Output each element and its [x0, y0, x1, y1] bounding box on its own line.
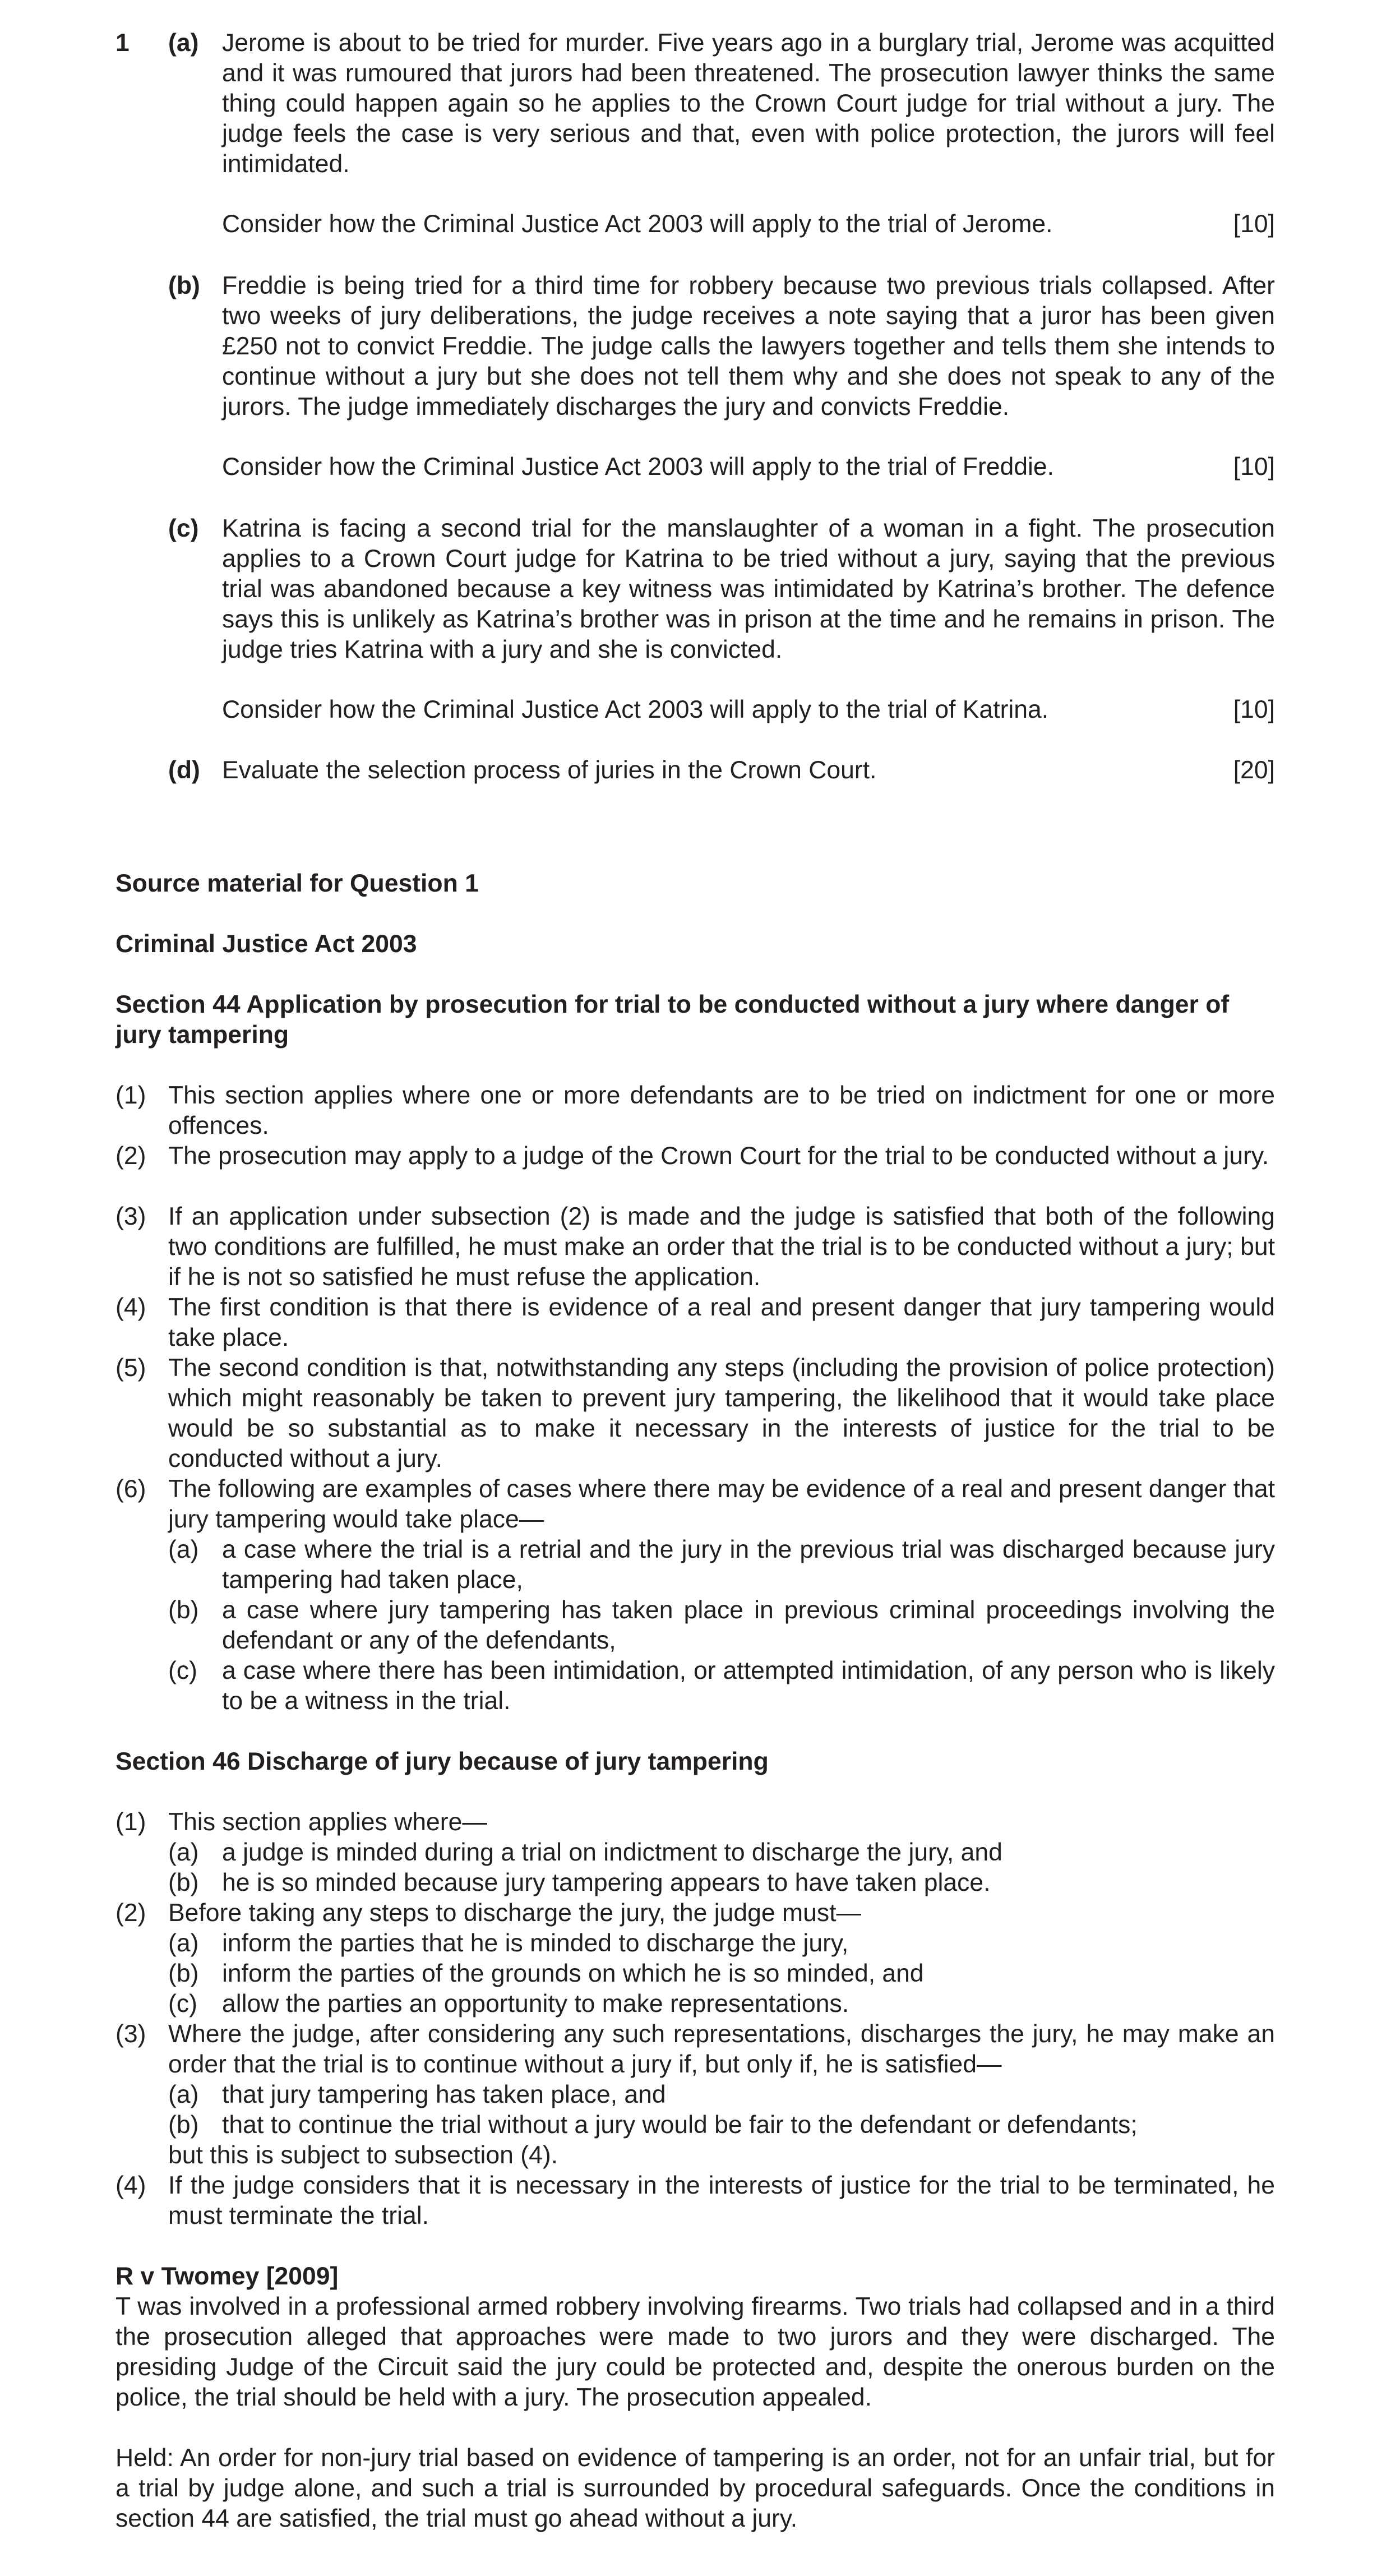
s46-sub-label: (a): [168, 2081, 199, 2108]
s46-sub-text: he is so minded because jury tampering appears to have taken place.: [222, 1869, 991, 1896]
s44-sub-label: (a): [168, 1536, 199, 1563]
s44-item-text: If an application under subsection (2) is made and the judge is satisfied that both of the following two conditions are fulfilled, he must make an order that the trial is to be conducted without a jury; but if he is not so satisfied he must refuse the application.: [168, 1203, 1275, 1291]
section44-heading: Section 44 Application by prosecution for trial to be conducted without a jury where danger of jury tampering: [115, 991, 1230, 1049]
part-c-text: Katrina is facing a second trial for the manslaughter of a woman in a fight. The prosecution applies to a Crown Court judge for Katrina to be tried without a jury, saying that the previous trial was abandoned because a key witness was intimidated by Katrina’s brother. The defence says this is unlikely as Katrina’s brother was in prison at the time and he remains in prison. The judge tries Katrina with a jury and she is convicted.: [222, 515, 1275, 663]
s46-sub-text: inform the parties that he is minded to discharge the jury,: [222, 1929, 849, 1957]
s46-item-text: Where the judge, after considering any such representations, discharges the jury, he may make an order that the trial is to continue without a jury if, but only if, he is satisfied—: [168, 2020, 1275, 2078]
s44-item-text: The first condition is that there is evidence of a real and present danger that jury tampering would take place.: [168, 1294, 1275, 1351]
s44-sub-text: a case where there has been intimidation, or attempted intimidation, of any person who is likely to be a witness in the trial.: [222, 1657, 1275, 1715]
case-title: R v Twomey [2009]: [115, 2263, 339, 2290]
part-b-text: Freddie is being tried for a third time for robbery because two previous trials collapsed. After two weeks of jury deliberations, the judge receives a note saying that a juror has been given £250 not to convict Freddie. The judge calls the lawyers together and tells them she intends to continue without a jury but she does not tell them why and she does not speak to any of the jurors. The judge immediately discharges the jury and convicts Freddie.: [222, 272, 1275, 421]
s44-item-text: The following are examples of cases where there may be evidence of a real and present danger that jury tampering would take place—: [168, 1475, 1275, 1533]
s46-item-num: (4): [115, 2172, 146, 2199]
s44-item-num: (2): [115, 1142, 146, 1170]
s46-sub-label: (b): [168, 2111, 199, 2139]
s46-sub-text: allow the parties an opportunity to make representations.: [222, 1990, 849, 2018]
s44-sub-label: (c): [168, 1657, 197, 1684]
part-b-consider: Consider how the Criminal Justice Act 2003 will apply to the trial of Freddie.: [222, 453, 1055, 481]
s44-sub-text: a case where jury tampering has taken place in previous criminal proceedings involving the defendant or any of the defendants,: [222, 1596, 1275, 1654]
s46-item-trailer: but this is subject to subsection (4).: [168, 2141, 558, 2169]
part-a-text: Jerome is about to be tried for murder. Five years ago in a burglary trial, Jerome was acquitted and it was rumoured that jurors had been threatened. The prosecution lawyer thinks the same thing could happen again so he applies to the Crown Court judge for trial without a jury. The judge feels the case is very serious and that, even with police protection, the jurors will feel intimidated.: [222, 29, 1275, 178]
s44-item-num: (4): [115, 1294, 146, 1321]
s44-item-num: (5): [115, 1354, 146, 1382]
s46-sub-text: that to continue the trial without a jury would be fair to the defendant or defendants;: [222, 2111, 1138, 2139]
part-d-label: (d): [168, 756, 200, 784]
s46-sub-text: a judge is minded during a trial on indictment to discharge the jury, and: [222, 1839, 1002, 1866]
s46-sub-text: inform the parties of the grounds on which he is so minded, and: [222, 1960, 924, 1987]
case-facts: T was involved in a professional armed robbery involving firearms. Two trials had collapsed and in a third the prosecution alleged that approaches were made to two jurors and they were discharged. The presiding Judge of the Circuit said the jury could be protected and, despite the onerous burden on the police, the trial should be held with a jury. The prosecution appealed.: [115, 2293, 1275, 2411]
part-b-label: (b): [168, 272, 200, 299]
s46-sub-label: (c): [168, 1990, 197, 2018]
part-a-label: (a): [168, 29, 199, 57]
s46-item-num: (1): [115, 1808, 146, 1836]
s44-item-num: (6): [115, 1475, 146, 1503]
s46-sub-label: (a): [168, 1839, 199, 1866]
s46-sub-label: (a): [168, 1929, 199, 1957]
s46-sub-text: that jury tampering has taken place, and: [222, 2081, 666, 2108]
part-a-mark: [10]: [1233, 210, 1275, 238]
section46-heading: Section 46 Discharge of jury because of jury tampering: [115, 1748, 769, 1775]
s44-item-text: The prosecution may apply to a judge of the Crown Court for the trial to be conducted without a jury.: [168, 1142, 1269, 1170]
s46-item-num: (3): [115, 2020, 146, 2048]
part-d-text: Evaluate the selection process of juries in the Crown Court.: [222, 756, 877, 784]
s44-sub-label: (b): [168, 1596, 199, 1624]
s44-item-num: (1): [115, 1082, 146, 1109]
s46-item-text: If the judge considers that it is necessary in the interests of justice for the trial to be terminated, he must terminate the trial.: [168, 2172, 1275, 2229]
s46-item-num: (2): [115, 1899, 146, 1927]
part-a-consider: Consider how the Criminal Justice Act 2003 will apply to the trial of Jerome.: [222, 210, 1053, 238]
part-b-mark: [10]: [1233, 453, 1275, 481]
part-c-label: (c): [168, 515, 199, 542]
part-d-mark: [20]: [1233, 756, 1275, 784]
s46-sub-label: (b): [168, 1960, 199, 1987]
s44-item-num: (3): [115, 1203, 146, 1230]
s44-item-text: The second condition is that, notwithstanding any steps (including the provision of police protection) which might reasonably be taken to prevent jury tampering, the likelihood that it would take place would be so substantial as to make it necessary in the interests of justice for the trial to be conducted without a jury.: [168, 1354, 1275, 1472]
question-number: 1: [115, 29, 130, 57]
s44-sub-text: a case where the trial is a retrial and the jury in the previous trial was discharged because jury tampering had taken place,: [222, 1536, 1275, 1594]
s46-item-text: Before taking any steps to discharge the jury, the judge must—: [168, 1899, 861, 1927]
s44-item-text: This section applies where one or more defendants are to be tried on indictment for one or more offences.: [168, 1082, 1275, 1139]
s46-item-text: This section applies where—: [168, 1808, 487, 1836]
source-heading: Source material for Question 1: [115, 870, 479, 897]
part-c-mark: [10]: [1233, 696, 1275, 723]
act-heading: Criminal Justice Act 2003: [115, 930, 417, 958]
case-held: Held: An order for non-jury trial based on evidence of tampering is an order, not for an unfair trial, but for a trial by judge alone, and such a trial is surrounded by procedural safeguards. Once the conditions in section 44 are satisfied, the trial must go ahead without a jury.: [115, 2444, 1275, 2532]
part-c-consider: Consider how the Criminal Justice Act 2003 will apply to the trial of Katrina.: [222, 696, 1049, 723]
s46-sub-label: (b): [168, 1869, 199, 1896]
